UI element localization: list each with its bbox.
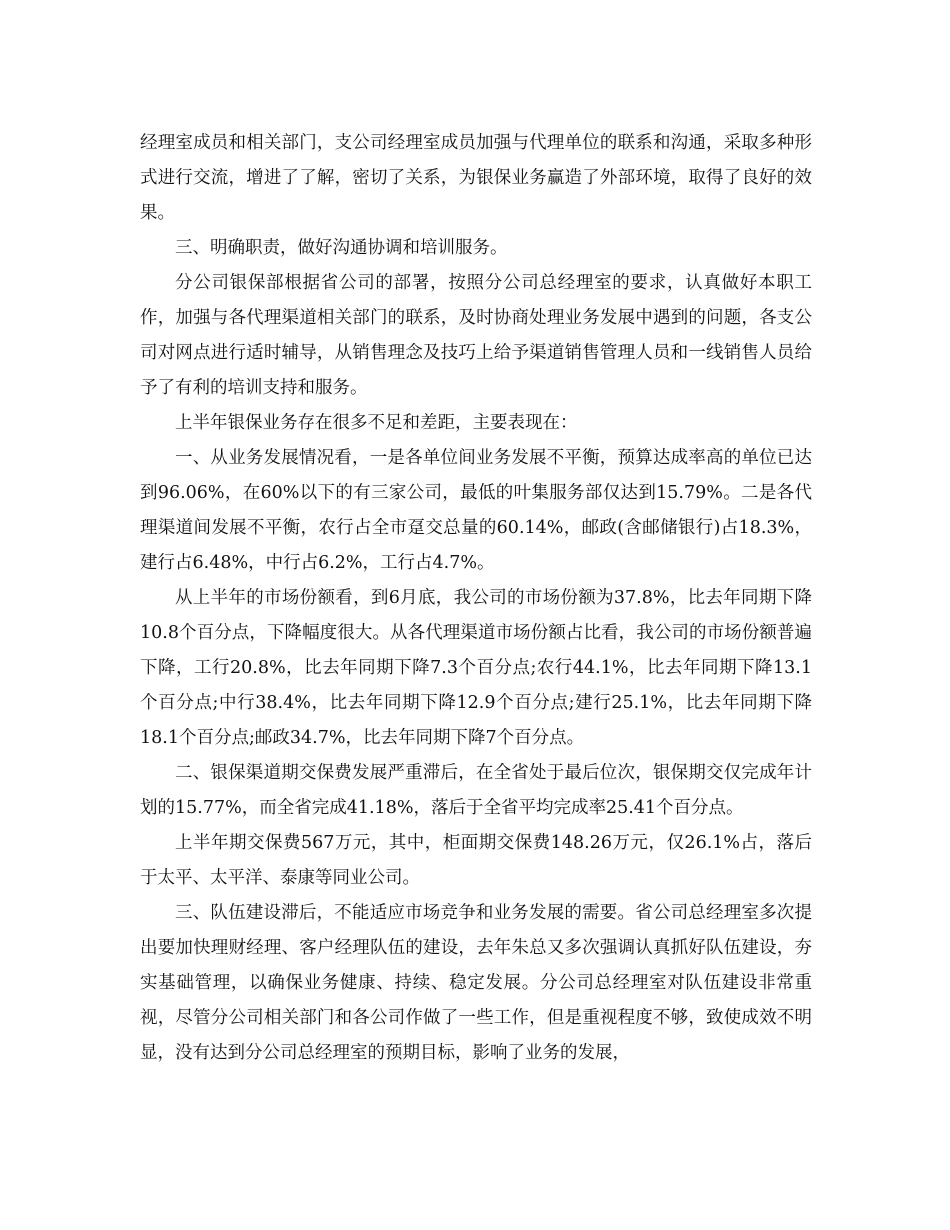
paragraph: 二、银保渠道期交保费发展严重滞后，在全省处于最后位次，银保期交仅完成年计划的15.77%，而全省完成41.18%，落后于全省平均完成率25.41个百分点。 (140, 763, 812, 818)
document-body (140, 126, 812, 1071)
paragraph: 上半年期交保费567万元，其中，柜面期交保费148.26万元，仅26.1%占，落后于太平、太平洋、泰康等同业公司。 (140, 833, 812, 888)
section-heading-3: 三、明确职责，做好沟通协调和培训服务。 (175, 238, 508, 258)
paragraph-continuation: 经理室成员和相关部门，支公司经理室成员加强与代理单位的联系和沟通，采取多种形式进行交流，增进了了解，密切了关系，为银保业务赢造了外部环境，取得了良好的效果。 (140, 133, 812, 223)
paragraph: 分公司银保部根据省公司的部署，按照分公司总经理室的要求，认真做好本职工作，加强与各代理渠道相关部门的联系，及时协商处理业务发展中遇到的问题，各支公司对网点进行适时辅导，从销售理念及技巧上给予渠道销售管理人员和一线销售人员给予了有利的培训支持和服务。 (140, 273, 812, 398)
paragraph: 从上半年的市场份额看，到6月底，我公司的市场份额为37.8%，比去年同期下降10.8个百分点，下降幅度很大。从各代理渠道市场份额占比看，我公司的市场份额普遍下降，工行20.8%，比去年同期下降7.3个百分点;农行44.1%，比去年同期下降13.1个百分点;中行38.4%，比去年同期下降12.9个百分点;建行25.1%，比去年同期下降18.1个百分点;邮政34.7%，比去年同期下降7个百分点。 (140, 588, 812, 748)
paragraph: 一、从业务发展情况看，一是各单位间业务发展不平衡，预算达成率高的单位已达到96.06%，在60%以下的有三家公司，最低的叶集服务部仅达到15.79%。二是各代理渠道间发展不平衡，农行占全市趸交总量的60.14%，邮政(含邮储银行)占18.3%，建行占6.48%，中行占6.2%，工行占4.7%。 (140, 448, 812, 573)
paragraph: 三、队伍建设滞后，不能适应市场竞争和业务发展的需要。省公司总经理室多次提出要加快理财经理、客户经理队伍的建设，去年朱总又多次强调认真抓好队伍建设，夯实基础管理，以确保业务健康、持续、稳定发展。分公司总经理室对队伍建设非常重视，尽管分公司相关部门和各公司作做了一些工作，但是重视程度不够，致使成效不明显，没有达到分公司总经理室的预期目标，影响了业务的发展， (140, 903, 812, 1063)
paragraph: 上半年银保业务存在很多不足和差距，主要表现在： (175, 413, 578, 433)
